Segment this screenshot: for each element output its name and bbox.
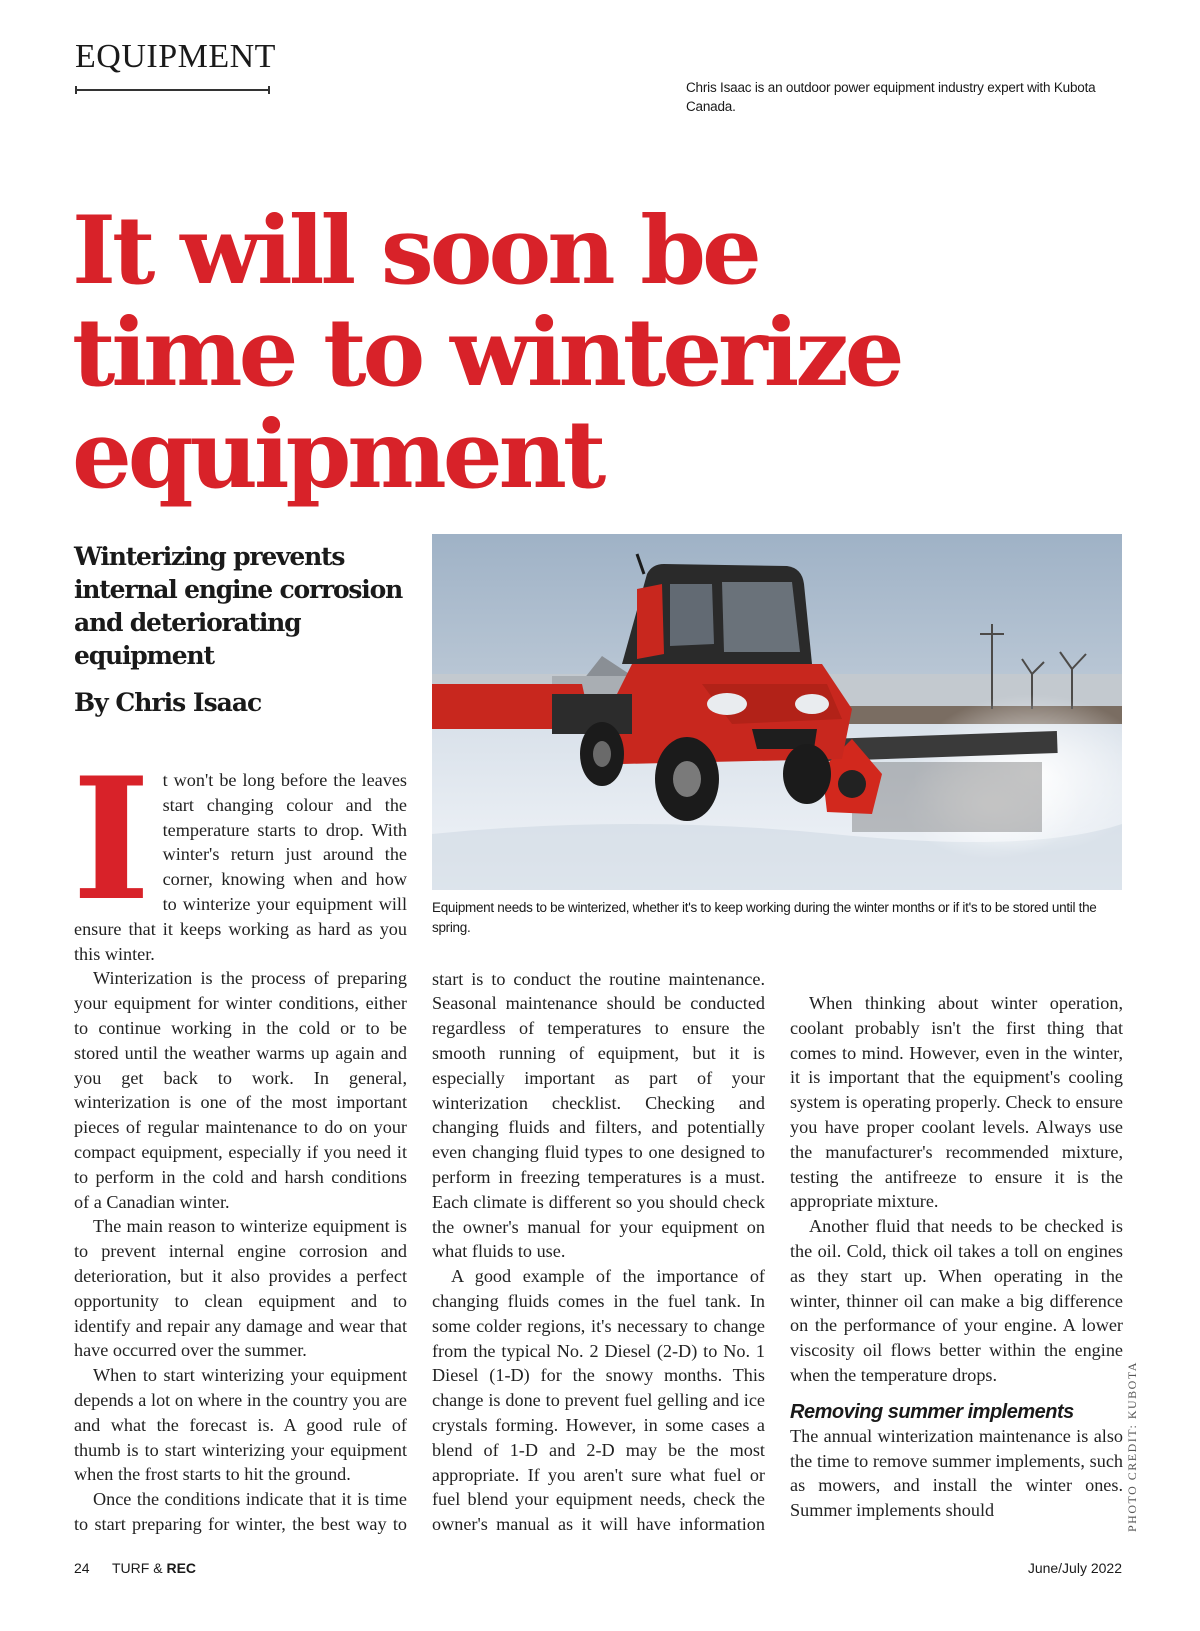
author-bio: Chris Isaac is an outdoor power equipment industry expert with Kubota Canada. — [686, 80, 1096, 114]
magazine-name — [112, 1560, 196, 1576]
body-paragraph: The annual winterization maintenance is also the time to remove summer implements, such as mowers, and install the winter ones. Summer implements should — [790, 1425, 1123, 1521]
subdeck: Winterizing prevents internal engine corrosion and deteriorating equipment — [74, 542, 403, 670]
utility-vehicle-photo — [432, 534, 1122, 890]
body-paragraph — [72, 740, 407, 966]
subhead: Removing summer implements — [790, 1400, 1074, 1423]
headline-line-3: equipment — [72, 400, 603, 510]
body-paragraph-continued: start is to conduct the routine maintenance. Seasonal maintenance should be conducted regardless of temperatures to ensure the smooth running of equipment, but it is especially important as part of your winterization checklist. Checking and changing fluids and filters, and potentially even changing fluid types to one designed to perform in freezing temperatures is a must. Each climate is different so you should check the owner's manual for your equipment on what fluids to use. — [432, 968, 765, 1262]
byline: By Chris Isaac — [74, 688, 262, 717]
body-paragraph: The main reason to winterize equipment is to prevent internal engine corrosion and deterioration, but it also provides a perfect opportunity to clean equipment and to identify and repair any damage and wear that have occurred over the summer. — [74, 1216, 407, 1361]
headline-line-1: It will soon be — [72, 196, 758, 306]
utility-vehicle-illustration — [432, 534, 1122, 890]
body-column-2 — [432, 966, 765, 1536]
headline-line-2: time to winterize — [72, 298, 901, 408]
body-paragraph: Another fluid that needs to be checked is the oil. Cold, thick oil takes a toll on engines as they start up. When operating in the winter, thinner oil can make a big difference on the performance of your engine. A lower viscosity oil flows better within the engine when the temperature drops. — [790, 1216, 1123, 1385]
body-column-1 — [72, 740, 407, 1536]
body-column-3 — [790, 966, 1123, 1523]
issue-date: June/July 2022 — [1027, 1560, 1122, 1576]
section-rule — [75, 89, 270, 91]
body-paragraph: A good example of the importance of changing fluids comes in the fuel tank. In some colder regions, it's necessary to change from the typical No. 2 Diesel (2-D) to No. 1 Diesel (1-D) for the snowy months. This change is done to prevent fuel gelling and ice crystals forming. However, in some cases a blend of 1-D and 2-D may be the most appropriate. If you aren't sure what fuel or fuel blend your equipment needs, check the owner's manual as it will have information — [432, 1266, 765, 1535]
magazine-name-b: REC — [166, 1560, 197, 1576]
photo-credit: PHOTO CREDIT: KUBOTA — [1125, 1361, 1139, 1532]
headline — [72, 196, 1112, 510]
drop-cap: I — [72, 740, 151, 938]
body-paragraph: Once the conditions indicate that it is time to start preparing for winter, the best way to — [74, 1489, 407, 1534]
magazine-name-a: TURF & — [112, 1560, 167, 1576]
section-label: EQUIPMENT — [75, 38, 276, 75]
photo-caption: Equipment needs to be winterized, whether it's to keep working during the winter months or if it's to be stored until the spring. — [432, 900, 1097, 935]
body-paragraph: When thinking about winter operation, coolant probably isn't the first thing that comes to mind. However, even in the winter, it is important that the equipment's cooling system is operating properly. Check to ensure you have proper coolant levels. Always use the manufacturer's recommended mixture, testing the antifreeze to ensure it is the appropriate mixture. — [790, 993, 1123, 1212]
paragraph-text: t won't be long before the leaves start changing colour and the temperature starts to drop. With winter's return just around the corner, knowing when and how to winterize your equipment will ensure that it keeps working as hard as you this winter. — [74, 770, 407, 964]
page-number: 24 — [74, 1560, 90, 1576]
body-paragraph: When to start winterizing your equipment depends a lot on where in the country you are and what the forecast is. A good rule of thumb is to start winterizing your equipment when the frost starts to hit the ground. — [74, 1365, 407, 1485]
body-paragraph: Winterization is the process of preparing your equipment for winter conditions, either to continue working in the cold or to be stored until the weather warms up again and you get back to work. In general, winterization is one of the most important pieces of regular maintenance to do on your compact equipment, especially if you need it to perform in the cold and harsh conditions of a Canadian winter. — [74, 968, 407, 1212]
